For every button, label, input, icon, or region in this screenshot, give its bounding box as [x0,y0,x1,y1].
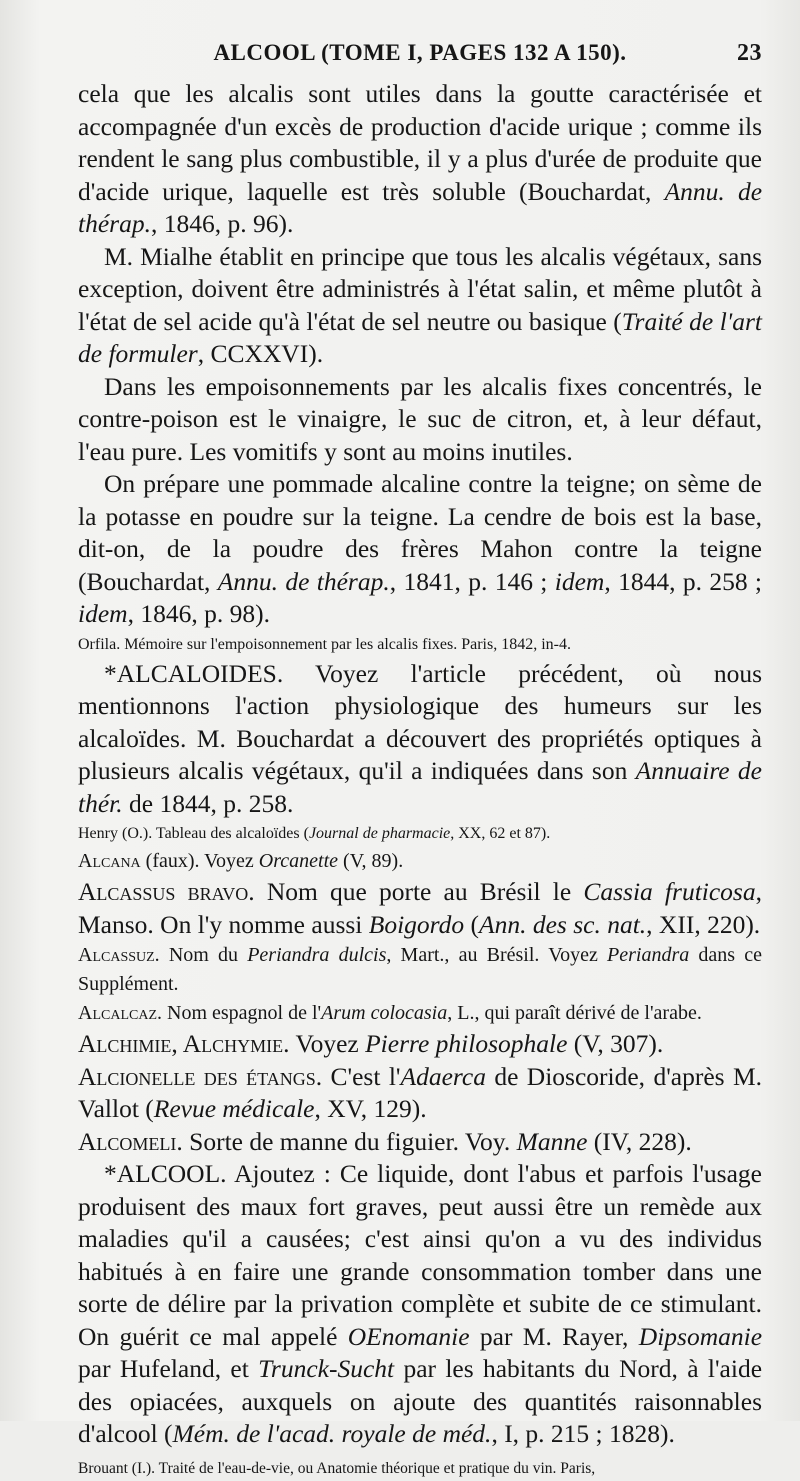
paragraph-alcaloides [78,658,762,821]
text: (faux). Voyez [145,850,254,872]
citation: idem [554,566,605,596]
citation: Periandra [607,944,690,966]
text: Dans les empoisonnements par les alcalis fixes concentrés, le contre-poison est le vinaigre, le suc de citron, et, à leur défaut, l'eau pure. Les vomitifs y sont au moins inutiles. [78,371,762,466]
citation: Arum colocasia [321,1002,448,1024]
reference-orfila: Orfila. Mémoire sur l'empoisonnement par les alcalis fixes. Paris, 1842, in-4. [78,635,571,653]
citation: Cassia fruticosa [583,877,756,906]
text: Voyez [295,1029,359,1058]
entry-head: Alcomeli. [78,1126,183,1156]
text: de 1844, p. 258. [129,788,294,818]
page-number: 23 [737,40,762,66]
citation: Periandra dulcis [247,944,387,966]
entry-alcomeli [78,1126,762,1159]
entry-alcalcaz [78,999,762,1028]
citation: OEnomanie [347,1321,470,1351]
text: Sorte de manne du figuier. Voy. [189,1126,511,1156]
text: , XV, 129). [314,1094,427,1123]
paragraph-mialhe [78,241,762,371]
citation: Orcanette [258,850,339,872]
citation: Dipsomanie [638,1321,763,1351]
text: Henry (O.). Tableau des alcaloïdes ( [78,825,309,842]
citation: Revue médicale [153,1094,315,1123]
text: (IV, 228). [593,1126,692,1156]
text: ( [470,909,480,939]
text: *ALCALOIDES. Voyez l'article précédent, où nous mentionnons l'action physiologique des humeurs sur les alcaloïdes. M. Bouchardat a découvert des propriétés optiques à plusieurs alcalis végétaux, qu'il a indiquées dans son [78,658,762,785]
text: , XX, 62 et 87). [450,825,551,842]
citation: Pierre philosophale [365,1029,568,1058]
text: par les habitants du Nord, à l'aide des opiacées, auxquels on ajoute des quantités raisonnables d'alcool ( [78,1354,763,1448]
text: par Hufeland, et [78,1354,249,1383]
citation: Boigordo [368,909,465,939]
reference-henry [78,820,762,847]
text: Nom espagnol de l' [167,1002,322,1024]
text: Nom que porte au Brésil le [266,877,572,906]
text: de Dioscoride, d'après M. Vallot ( [78,1061,763,1123]
citation: Annu. de thérap. [217,566,390,596]
text: *ALCOOL. Ajoutez : Ce liquide, dont l'abus et parfois l'usage produisent des maux fort graves, peut aussi être un remède aux maladies qu'il a causées; c'est ainsi qu'on a vu des individus habitués à en faire une grande consommation tomber dans une sorte de délire par la privation complète et subite de ce stimulant. On guérit ce mal appelé [78,1159,762,1351]
citation: Manne [516,1126,588,1156]
citation: Annuaire de thér. [78,756,762,818]
text: , L., qui paraît dérivé de l'arabe. [447,1002,702,1024]
entry-alcassus-bravo [78,876,762,941]
running-head-title: ALCOOL [213,40,315,65]
text: , 1846, p. 98). [127,599,270,628]
entry-head: Alcassuz. [78,944,160,966]
text: , CCXXVI). [197,339,324,368]
text: , 1844, p. 258 ; [604,566,763,596]
entry-alcassuz [78,941,762,999]
entry-head: Alcalcaz. [78,1002,162,1024]
text: , I, p. 215 ; 1828). [491,1419,675,1448]
entry-head: Alcionelle des étangs. [78,1061,323,1091]
text: dans ce Supplément. [78,944,762,995]
citation: Ann. des sc. nat. [479,909,647,939]
entry-alcionelle [78,1061,762,1126]
text: (V, 89). [343,850,404,872]
entry-alchimie [78,1028,762,1061]
text: (V, 307). [573,1029,664,1058]
text: On prépare une pommade alcaline contre la teigne; on sème de la potasse en poudre sur la teigne. La cendre de bois est la base, dit-on, de la poudre des frères Mahon contre la teigne (Bouchardat, [78,469,762,596]
entry-alcana [78,847,762,876]
entry-head: Alchimie, Alchymie. [78,1029,290,1058]
citation: Journal de pharmacie [308,825,451,842]
text: , XII, 220). [646,909,761,939]
citation: idem [78,599,128,628]
citation: Traité de l'art de formuler [78,306,762,368]
running-head-range: (TOME I, PAGES 132 A 150). [321,40,627,65]
running-head [78,36,762,78]
citation: Annu. de thérap. [78,176,763,238]
text: C'est l' [330,1061,401,1091]
paragraph-alcalis-goutte [78,78,762,241]
text: , Mart., au Brésil. Voyez [386,944,598,966]
text: , 1846, p. 96). [150,209,294,238]
text: par M. Rayer, [479,1321,629,1351]
text: Nom du [168,944,239,966]
text: , Manso. On l'y nomme aussi [78,877,762,939]
paragraph-pommade [78,468,762,631]
citation: Trunck-Sucht [258,1354,395,1383]
citation: Adaerca [400,1061,486,1091]
entry-head: Alcana [78,850,141,872]
citation: Mém. de l'acad. royale de méd. [172,1419,492,1448]
text: , 1841, p. 146 ; [389,566,548,596]
entry-head: Alcassus bravo. [78,877,255,906]
paragraph-empoisonnements [78,371,762,469]
text: M. Mialhe établit en principe que tous les alcalis végétaux, sans exception, doivent être administrés à l'état salin, et même plutôt à l'état de sel acide qu'à l'état de sel neutre ou basique ( [78,241,762,336]
reference-brouant: Brouant (I.). Traité de l'eau-de-vie, ou Anatomie théorique et pratique du vin. Paris, [78,1459,596,1477]
text: cela que les alcalis sont utiles dans la goutte caractérisée et accompagnée d'un excès de production d'acide urique ; comme ils rendent le sang plus combustible, il y a plus d'urée de produite que d'acide urique, laquelle est très soluble (Bouchardat, [78,79,762,206]
paragraph-alcool [78,1158,762,1451]
